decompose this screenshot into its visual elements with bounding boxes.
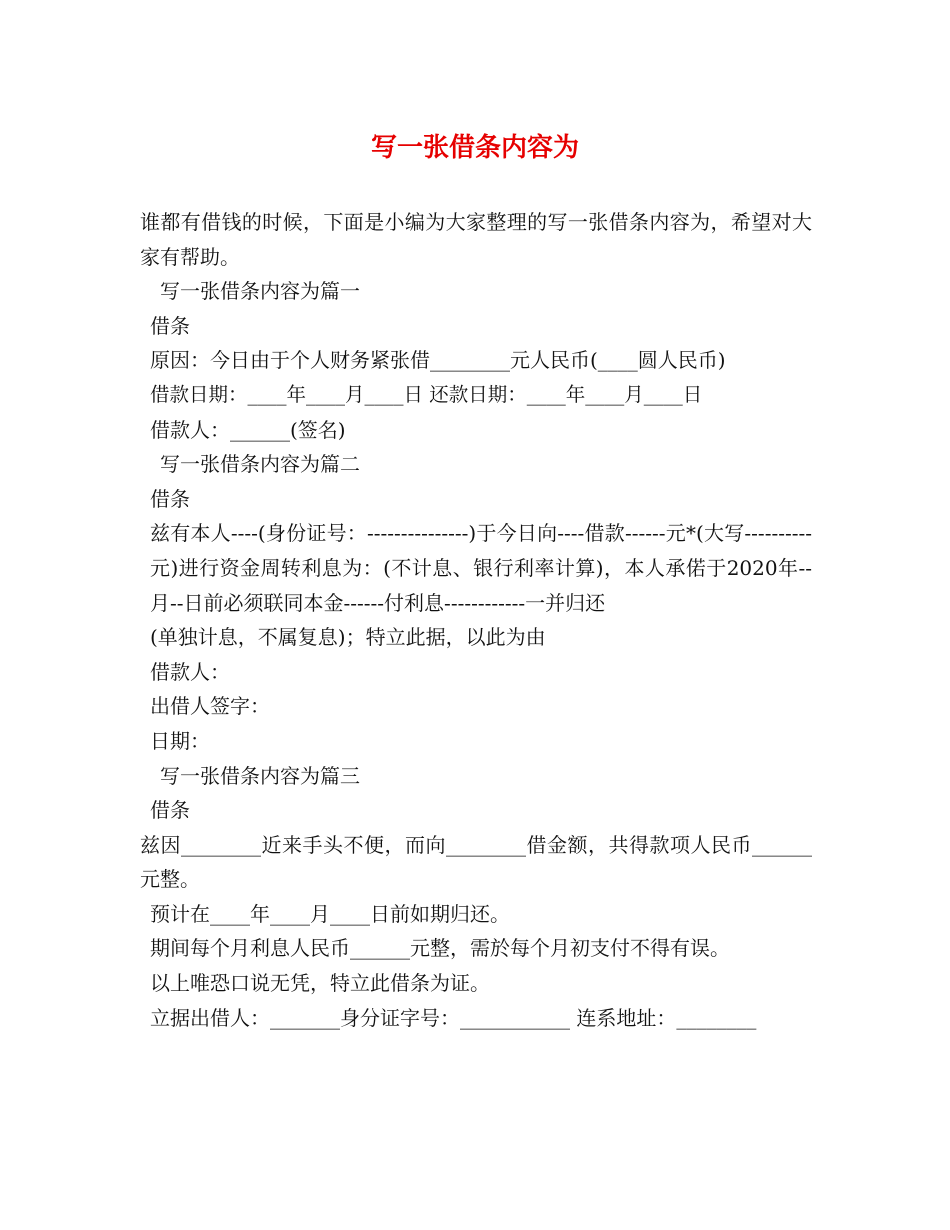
loan-terms-paragraph: 兹有本人----(身份证号：---------------)于今日向----借款------元*(大写----------元)进行资金周转利息为：(不计息、银行利率计算)，本人承偌于2020年--月--日前必须联同本金------付利息------------一并归还: [150, 521, 812, 615]
reason-line: 原因：今日由于个人财务紧张借________元人民币(____圆人民币): [150, 348, 726, 373]
intro-paragraph: 谁都有借钱的时候，下面是小编为大家整理的写一张借条内容为，希望对大家有帮助。: [140, 210, 812, 269]
section-heading-3: 写一张借条内容为篇三: [160, 763, 360, 788]
loan-dates-line: 借款日期：____年____月____日 还款日期：____年____月____日: [150, 382, 703, 406]
iou-label-2: 借条: [150, 486, 190, 511]
date-line: 日期：: [150, 728, 210, 753]
section-heading-2: 写一张借条内容为篇二: [160, 452, 360, 477]
iou-label-3: 借条: [150, 798, 190, 823]
borrower-signature-line: 借款人：______(签名): [150, 417, 346, 442]
lender-info-line: 立据出借人：_______身分证字号：___________ 连系地址：________: [150, 1005, 757, 1030]
iou-label-1: 借条: [150, 313, 190, 338]
borrower-line: 借款人：: [150, 659, 230, 684]
loan-amount-paragraph: 兹因________近来手头不便，而向________借金额，共得款项人民币______元整。: [140, 832, 812, 892]
section-heading-1: 写一张借条内容为篇一: [160, 279, 360, 304]
document-title: 写一张借条内容为: [370, 133, 579, 163]
repayment-date-line: 预计在____年____月____日前如期归还。: [150, 901, 510, 926]
evidence-statement-line: 以上唯恐口说无凭，特立此借条为证。: [150, 971, 490, 996]
monthly-interest-line: 期间每个月利息人民币______元整，需於每个月初支付不得有误。: [150, 936, 730, 961]
lender-signature-line: 出借人签字：: [150, 694, 270, 719]
interest-note-line: (单独计息，不属复息)；特立此据，以此为由: [150, 625, 546, 650]
document-body: [140, 205, 812, 1035]
